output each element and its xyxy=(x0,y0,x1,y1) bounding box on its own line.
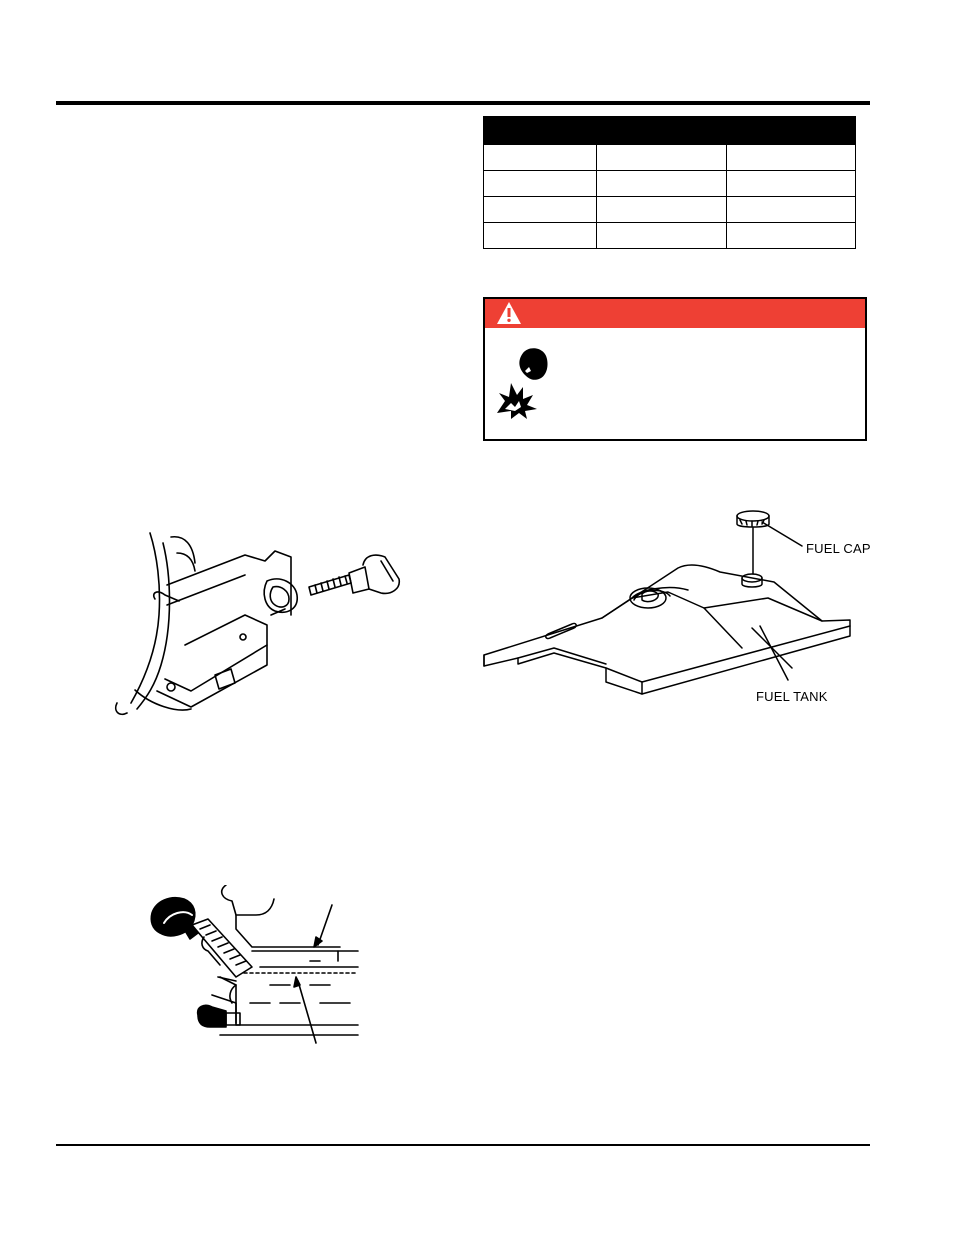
oil-level-illustration xyxy=(140,885,365,1045)
warning-box xyxy=(483,297,867,441)
fuel-tank-illustration xyxy=(482,508,854,698)
table-cell xyxy=(727,171,856,197)
table-cell xyxy=(484,197,597,223)
table-cell xyxy=(484,171,597,197)
table-row xyxy=(484,223,856,249)
table-row xyxy=(484,171,856,197)
spec-table xyxy=(483,116,856,249)
table-row xyxy=(484,145,856,171)
table-header xyxy=(484,117,856,145)
fuel-cap-label: FUEL CAP xyxy=(806,541,871,556)
table-cell xyxy=(597,171,727,197)
table-cell xyxy=(484,145,597,171)
fuel-tank-label: FUEL TANK xyxy=(756,689,828,704)
table-cell xyxy=(727,197,856,223)
table-cell xyxy=(484,223,597,249)
explosion-hazard-icon xyxy=(493,343,551,419)
table-cell xyxy=(597,223,727,249)
table-cell xyxy=(597,197,727,223)
oil-filler-cap-illustration xyxy=(95,515,415,720)
header-rule xyxy=(56,101,870,105)
table-header-row xyxy=(484,117,856,145)
table-cell xyxy=(727,223,856,249)
warning-header-bar xyxy=(485,299,865,328)
table-row xyxy=(484,197,856,223)
footer-rule xyxy=(56,1144,870,1146)
table-cell xyxy=(727,145,856,171)
table-cell xyxy=(597,145,727,171)
warning-triangle-icon xyxy=(496,301,522,325)
